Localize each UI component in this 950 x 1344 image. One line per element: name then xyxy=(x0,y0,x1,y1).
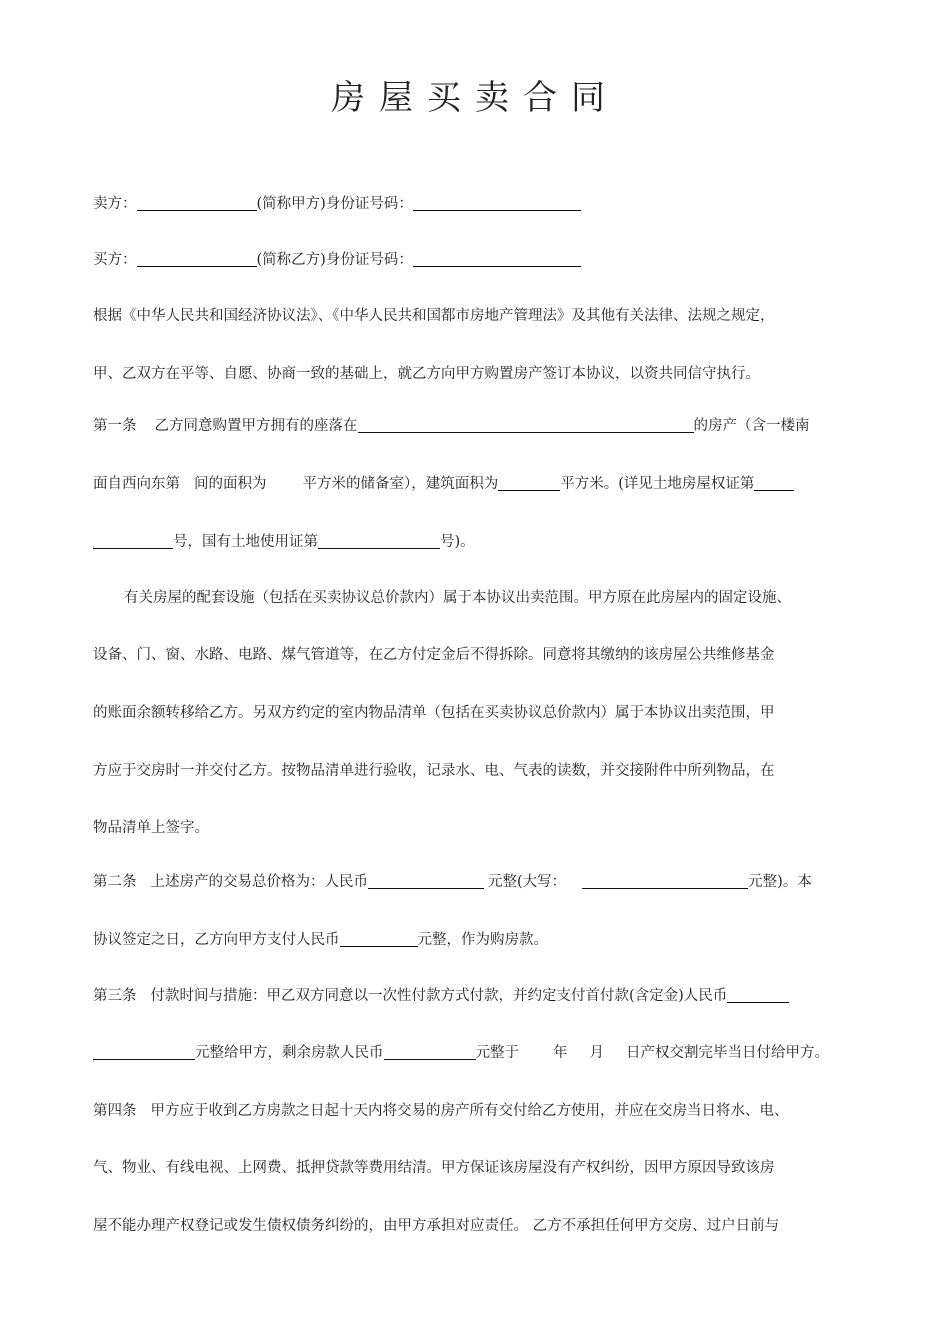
facilities-line-5: 物品清单上签字。 xyxy=(93,820,209,836)
article-3-text-b: 元整给甲方，剩余房款人民币 xyxy=(195,1045,384,1061)
total-price-words-blank[interactable] xyxy=(582,874,748,889)
seller-name-blank[interactable] xyxy=(137,196,257,211)
article-1-line-1 xyxy=(93,416,863,436)
seller-line xyxy=(93,194,863,214)
land-use-cert-blank[interactable] xyxy=(318,534,440,549)
property-location-blank[interactable] xyxy=(358,418,694,433)
article-4-line-3: 屋不能办理产权登记或发生债权债务纠纷的，由甲方承担对应责任。 乙方不承担任何甲方交房、过户日前与 xyxy=(93,1218,780,1234)
article-3-line-2 xyxy=(93,1043,863,1063)
article-2-line-2 xyxy=(93,930,863,950)
article-4-heading: 第四条 xyxy=(93,1103,137,1119)
buyer-name-blank[interactable] xyxy=(137,252,257,267)
facilities-line-1 xyxy=(93,588,863,608)
buyer-label: 买方： xyxy=(93,252,137,268)
article-2-text-e: 元整，作为购房款。 xyxy=(417,932,548,948)
article-2-heading: 第二条 xyxy=(93,874,137,890)
article-1-text-g: 号，国有土地使用证第 xyxy=(173,534,318,550)
article-1-text-d: 间的面积为 xyxy=(194,476,267,492)
article-4-text-a: 甲方应于收到乙方房款之日起十天内将交易的房产所有交付给乙方使用，并应在交房当日将水、电、 xyxy=(150,1103,789,1119)
article-1-text-f: 平方米。(详见土地房屋权证第 xyxy=(560,476,755,492)
seller-id-blank[interactable] xyxy=(413,196,581,211)
preamble-line-1: 根据《中华人民共和国经济协议法》、《中华人民共和国都市房地产管理法》及其他有关法律、法规之规定， xyxy=(93,308,775,324)
article-3-line-1 xyxy=(93,986,863,1006)
article-3-text-c: 元整于 xyxy=(475,1045,519,1061)
seller-label: 卖方： xyxy=(93,196,137,212)
article-1-text-a: 乙方同意购置甲方拥有的座落在 xyxy=(154,418,358,434)
document-title: 房屋买卖合同 xyxy=(331,78,619,118)
month-label: 月 xyxy=(589,1045,604,1061)
facilities-line-4: 方应于交房时一并交付乙方。按物品清单进行验收，记录水、电、气表的读数，并交接附件中所列物品，在 xyxy=(93,763,775,779)
year-label: 年 xyxy=(553,1045,568,1061)
article-3-text-d: 日产权交割完毕当日付给甲方。 xyxy=(626,1045,829,1061)
article-2-text-a: 上述房产的交易总价格为：人民币 xyxy=(150,874,368,890)
buyer-id-blank[interactable] xyxy=(413,252,581,267)
seller-id-label: (简称甲方)身份证号码： xyxy=(256,196,413,212)
down-payment-blank-b[interactable] xyxy=(93,1045,195,1060)
article-3-text-a: 付款时间与措施：甲乙双方同意以一次性付款方式付款，并约定支付首付款(含定金)人民币 xyxy=(150,988,728,1004)
article-1-text-h: 号)。 xyxy=(440,534,475,550)
article-1-text-c: 面自西向东第 xyxy=(93,476,180,492)
facilities-line-2: 设备、门、窗、水路、电路、煤气管道等，在乙方付定金后不得拆除。同意将其缴纳的该房屋公共维修基金 xyxy=(93,647,775,663)
down-payment-blank-a[interactable] xyxy=(727,988,789,1003)
article-2-text-d: 协议签定之日，乙方向甲方支付人民币 xyxy=(93,932,340,948)
article-2-text-c: 元整)。本 xyxy=(748,874,812,890)
article-1-line-3 xyxy=(93,532,863,552)
land-house-cert-blank-a[interactable] xyxy=(754,476,794,491)
deposit-amount-blank[interactable] xyxy=(340,932,418,947)
land-house-cert-blank-b[interactable] xyxy=(93,534,173,549)
article-1-text-b: 的房产（含一楼南 xyxy=(693,418,810,434)
facilities-text-1: 有关房屋的配套设施（包括在买卖协议总价款内）属于本协议出卖范围。甲方原在此房屋内的固定设施、 xyxy=(124,590,791,606)
building-area-blank[interactable] xyxy=(498,476,560,491)
article-2-line-1 xyxy=(93,872,863,892)
preamble-line-2: 甲、乙双方在平等、自愿、协商一致的基础上，就乙方向甲方购置房产签订本协议，以资共同信守执行。 xyxy=(93,366,760,382)
article-4-line-2: 气、物业、有线电视、上网费、抵押贷款等费用结清。甲方保证该房屋没有产权纠纷，因甲方原因导致该房 xyxy=(93,1160,775,1176)
article-1-text-e: 平方米的储备室），建筑面积为 xyxy=(302,476,499,492)
article-3-heading: 第三条 xyxy=(93,988,137,1004)
article-4-line-1 xyxy=(93,1101,863,1121)
article-2-text-b: 元整(大写： xyxy=(488,874,567,890)
remaining-amount-blank[interactable] xyxy=(384,1045,476,1060)
facilities-line-3: 的账面余额转移给乙方。另双方约定的室内物品清单（包括在买卖协议总价款内）属于本协议出卖范围，甲 xyxy=(93,705,775,721)
total-price-blank[interactable] xyxy=(368,874,484,889)
article-1-heading: 第一条 xyxy=(93,418,137,434)
buyer-id-label: (简称乙方)身份证号码： xyxy=(256,252,413,268)
buyer-line xyxy=(93,250,863,270)
article-1-line-2 xyxy=(93,474,863,494)
